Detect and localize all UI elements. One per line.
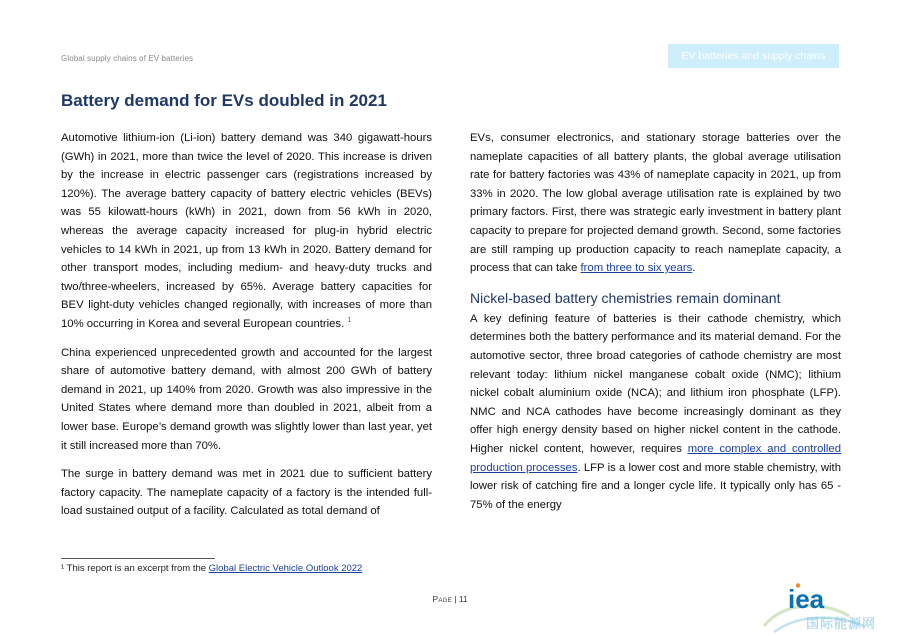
running-header: Global supply chains of EV batteries (61, 54, 194, 63)
page-number-value: 11 (458, 594, 468, 604)
left-column (61, 129, 432, 531)
iea-logo (782, 582, 842, 612)
right-column (470, 129, 841, 524)
watermark-text: 国际能源网 (806, 616, 877, 631)
footnote-text: This report is an excerpt from the (64, 563, 209, 574)
paragraph-battery-demand (61, 129, 432, 334)
logo-text: iea (788, 584, 825, 612)
paragraph-text-end: . (692, 262, 696, 275)
paragraph-text: A key defining feature of batteries is their cathode chemistry, which determines both the battery performance and its material demand. For the automotive sector, three broad categories of cathode chemistry are most relevant today: lithium nickel manganese cobalt oxide (NMC); lithium nickel cobalt aluminium oxide (NCA); and lithium iron phosphate (LFP). NMC and NCA cathodes have become increasingly dominant as they offer high energy density based on higher nickel content in the cathode. Higher nickel content, however, requires (470, 312, 841, 455)
footnote-mark: ¹ (61, 563, 65, 574)
link-global-ev-outlook[interactable]: Global Electric Vehicle Outlook 2022 (208, 563, 363, 574)
paragraph-cathode-chemistry (470, 310, 841, 515)
paragraph-utilisation (470, 129, 841, 278)
paragraph-text: EVs, consumer electronics, and stationary storage batteries over the nameplate capacities of all battery plants, the global average utilisation rate for battery factories was 43% of nameplate capacity in 2021, up from 33% in 2020. The low global average utilisation rate is explained by two primary factors. First, there was strategic early investment in battery plant capacity to prepare for projected demand growth. Second, some factories are still ramping up production capacity to reach nameplate capacity, a process that can take (470, 132, 841, 275)
section-subheading: Nickel-based battery chemistries remain dominant (470, 289, 781, 306)
page-separator: | (451, 594, 459, 604)
paragraph-china-growth: China experienced unprecedented growth and accounted for the largest share of automotive battery demand, with almost 200 GWh of battery demand in 2021, up 140% from 2020. Growth was also impressive in the United States where demand more than doubled in 2021, albeit from a lower base. Europe’s demand growth was slightly lower than last year, yet it still increased more than 70%. (61, 346, 432, 452)
footnote-divider (61, 558, 215, 559)
section-tab (668, 44, 839, 68)
link-production-processes[interactable]: more complex and controlled production processes (470, 442, 841, 474)
page-label: Page (432, 594, 452, 604)
paragraph-text: Automotive lithium-ion (Li-ion) battery demand was 340 gigawatt-hours (GWh) in 2021, more than twice the level of 2020. This increase is driven by the increase in electric passenger cars (registrations increased by 120%). The average battery capacity of battery electric vehicles (BEVs) was 55 kilowatt-hours (kWh) in 2021, down from 56 kWh in 2020, whereas the average capacity increased for plug-in hybrid electric vehicles to 14 kWh in 2021, up from 13 kWh in 2020. Battery demand for other transport modes, including medium- and heavy-duty trucks and two/three-wheelers, increased by 65%. Average battery capacities for BEV light-duty vehicles changed regionally, with increases of more than 10% occurring in Korea and several European countries. (61, 132, 432, 330)
paragraph-factory-capacity: The surge in battery demand was met in 2021 due to sufficient battery factory capacity. The nameplate capacity of a factory is the intended full-load sustained output of a facility. Calculated as total demand of (61, 468, 432, 518)
paragraph-text-end: . LFP is a lower cost and more stable chemistry, with lower risk of catching fire and a longer cycle life. It typically only has 65 - 75% of the energy (470, 461, 841, 511)
section-tab-label: EV batteries and supply chains (681, 50, 826, 62)
footnote-reference[interactable]: 1 (347, 317, 352, 325)
link-three-to-six-years[interactable]: from three to six years (580, 262, 693, 275)
page-title: Battery demand for EVs doubled in 2021 (61, 91, 387, 110)
footnote (61, 563, 362, 574)
